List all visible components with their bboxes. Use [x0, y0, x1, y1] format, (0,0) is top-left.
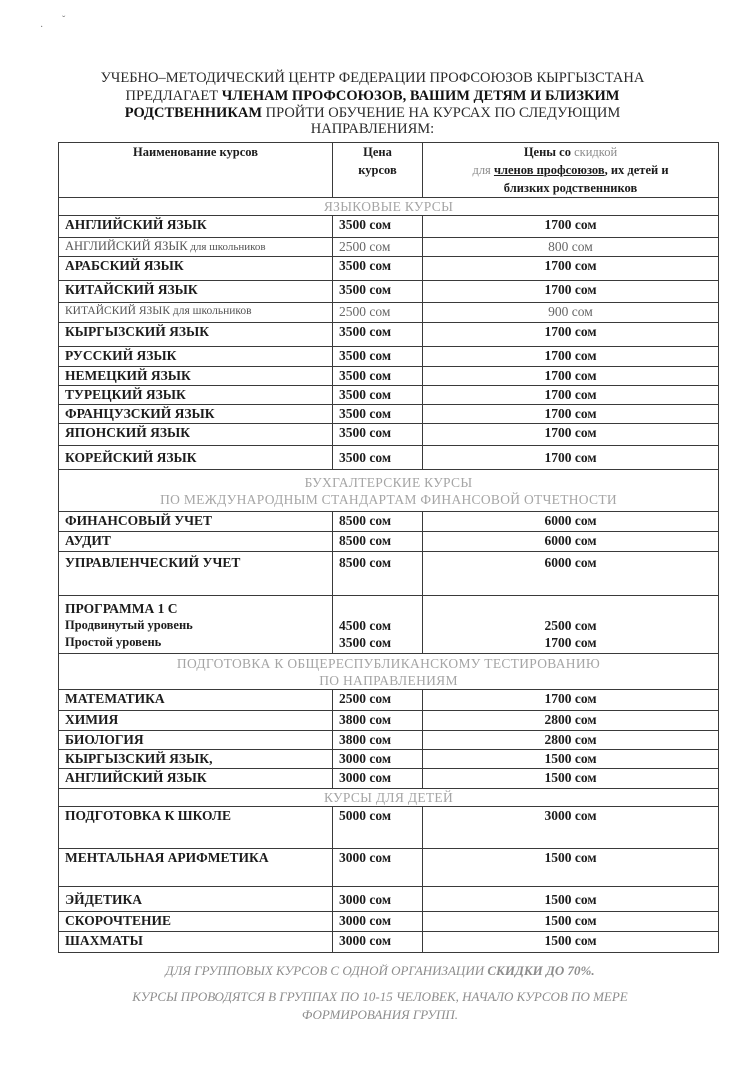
table-row: АНГЛИЙСКИЙ ЯЗЫК 3500 сом 1700 сом [59, 216, 719, 238]
table-row: СКОРОЧТЕНИЕ 3000 сом 1500 сом [59, 912, 719, 932]
table-row: МЕНТАЛЬНАЯ АРИФМЕТИКА 3000 сом 1500 сом [59, 849, 719, 887]
section-languages: ЯЗЫКОВЫЕ КУРСЫ [59, 198, 719, 216]
table-row: АНГЛИЙСКИЙ ЯЗЫК для школьников 2500 сом 800 сом [59, 238, 719, 257]
header-line-4: НАПРАВЛЕНИЯМ: [310, 120, 435, 137]
table-row: КИТАЙСКИЙ ЯЗЫК для школьников 2500 сом 900 сом [59, 303, 719, 323]
footer-discount-note: ДЛЯ ГРУППОВЫХ КУРСОВ С ОДНОЙ ОРГАНИЗАЦИИ СКИДКИ ДО 70%. [165, 963, 595, 978]
table-row: МАТЕМАТИКА 2500 сом 1700 сом [59, 690, 719, 711]
column-header-discount: Цены со скидкой для членов профсоюзов, их детей и близких родственников [423, 143, 719, 198]
table-row: ХИМИЯ 3800 сом 2800 сом [59, 711, 719, 731]
table-row: РУССКИЙ ЯЗЫК 3500 сом 1700 сом [59, 347, 719, 367]
section-row [59, 654, 719, 690]
table-row: ЯПОНСКИЙ ЯЗЫК 3500 сом 1700 сом [59, 424, 719, 446]
column-header-price: Цена курсов [333, 143, 423, 198]
section-row [59, 198, 719, 216]
section-ort: ПОДГОТОВКА К ОБЩЕРЕСПУБЛИКАНСКОМУ ТЕСТИРОВАНИЮ ПО НАПРАВЛЕНИЯМ [59, 654, 719, 690]
table-row: ЭЙДЕТИКА 3000 сом 1500 сом [59, 887, 719, 912]
table-row: ФРАНЦУЗСКИЙ ЯЗЫК 3500 сом 1700 сом [59, 405, 719, 424]
program-1c: ПРОГРАММА 1 С Продвинутый уровень Простой уровень [59, 596, 333, 654]
document-header [60, 70, 685, 138]
table-row: УПРАВЛЕНЧЕСКИЙ УЧЕТ 8500 сом 6000 сом [59, 552, 719, 596]
table-row: АРАБСКИЙ ЯЗЫК 3500 сом 1700 сом [59, 257, 719, 281]
table-row: ТУРЕЦКИЙ ЯЗЫК 3500 сом 1700 сом [59, 386, 719, 405]
table-row: АУДИТ 8500 сом 6000 сом [59, 532, 719, 552]
footer-groups-note: КУРСЫ ПРОВОДЯТСЯ В ГРУППАХ ПО 10-15 ЧЕЛОВЕК, НАЧАЛО КУРСОВ ПО МЕРЕ ФОРМИРОВАНИЯ ГРУПП. [132, 989, 628, 1022]
table-row: ПОДГОТОВКА К ШКОЛЕ 5000 сом 3000 сом [59, 807, 719, 849]
section-accounting: БУХГАЛТЕРСКИЕ КУРСЫ ПО МЕЖДУНАРОДНЫМ СТАНДАРТАМ ФИНАНСОВОЙ ОТЧЕТНОСТИ [59, 470, 719, 512]
table-row: КОРЕЙСКИЙ ЯЗЫК 3500 сом 1700 сом [59, 446, 719, 470]
table-row: КЫРГЫЗСКИЙ ЯЗЫК, 3000 сом 1500 сом [59, 750, 719, 769]
section-row [59, 470, 719, 512]
table-row: КЫРГЫЗСКИЙ ЯЗЫК 3500 сом 1700 сом [59, 323, 719, 347]
scan-speck: · [40, 22, 44, 33]
table-row: НЕМЕЦКИЙ ЯЗЫК 3500 сом 1700 сом [59, 367, 719, 386]
table-row: ФИНАНСОВЫЙ УЧЕТ 8500 сом 6000 сом [59, 512, 719, 532]
section-kids: КУРСЫ ДЛЯ ДЕТЕЙ [59, 789, 719, 807]
header-line-2: ПРЕДЛАГАЕТ ЧЛЕНАМ ПРОФСОЮЗОВ, ВАШИМ ДЕТЯМ И БЛИЗКИМ [125, 87, 620, 104]
scan-speck: ˇ [62, 15, 66, 26]
table-row: КИТАЙСКИЙ ЯЗЫК 3500 сом 1700 сом [59, 281, 719, 303]
section-row [59, 789, 719, 807]
table-row: БИОЛОГИЯ 3800 сом 2800 сом [59, 731, 719, 750]
column-header-name: Наименование курсов [59, 143, 333, 198]
table-row: АНГЛИЙСКИЙ ЯЗЫК 3000 сом 1500 сом [59, 769, 719, 789]
header-line-3: РОДСТВЕННИКАМ ПРОЙТИ ОБУЧЕНИЕ НА КУРСАХ ПО СЛЕДУЮЩИМ [124, 105, 621, 121]
table-header-row [59, 143, 719, 198]
table-row: ПРОГРАММА 1 С Продвинутый уровень Простой уровень 4500 сом 3500 сом 2500 сом 1700 сом [59, 596, 719, 654]
table-row: ШАХМАТЫ 3000 сом 1500 сом [59, 932, 719, 953]
price-table [58, 142, 719, 953]
header-line-1: УЧЕБНО–МЕТОДИЧЕСКИЙ ЦЕНТР ФЕДЕРАЦИИ ПРОФСОЮЗОВ КЫРГЫЗСТАНА [100, 70, 645, 86]
